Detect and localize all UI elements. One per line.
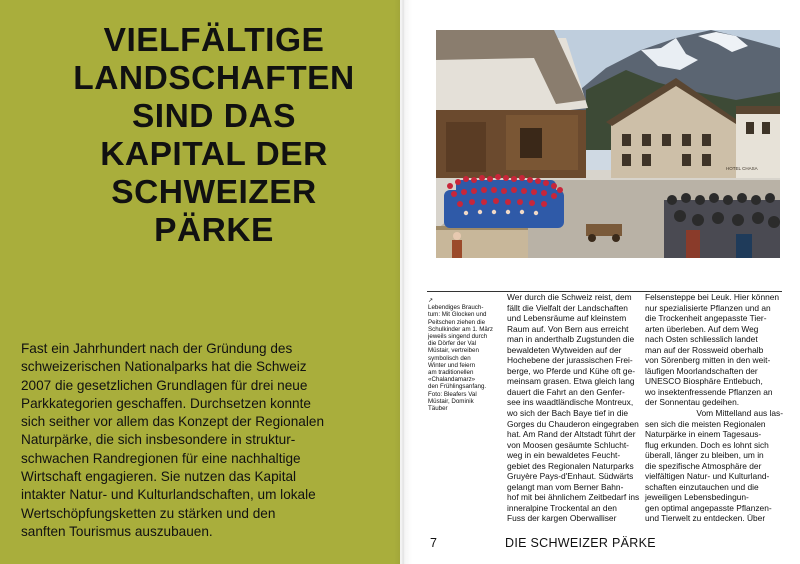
headline-line: SCHWEIZER — [111, 174, 317, 211]
caption-line: am traditionellen — [428, 369, 474, 377]
body-line: berge, wo Pferde und Kühe oft ge- — [507, 365, 636, 376]
intro-line: Parkkategorien geschaffen. Durchsetzen konnte — [21, 395, 311, 411]
intro-line: schweizerischen Nationalparks hat die Schweiz — [21, 359, 307, 375]
body-column-2 — [645, 292, 783, 524]
intro-paragraph — [21, 340, 393, 541]
body-line: gebiet des Regionalen Naturparks — [507, 460, 634, 471]
body-line: dauert die Fahrt an den Genfer- — [507, 386, 625, 397]
body-line: wo sich der Bach Baye tief in die — [507, 408, 629, 419]
caption-line: Müstair, Dominik — [428, 397, 474, 405]
body-line: Raum auf. Von Bern aus erreicht — [507, 323, 629, 334]
intro-line: Wertschöpfungsketten zu stärken und den — [21, 505, 276, 521]
hotel-sign: HOTEL CHASA — [726, 166, 758, 171]
body-line: Fuss der kargen Oberwalliser — [507, 513, 617, 524]
body-line: Vom Mittelland aus las- — [696, 408, 783, 419]
headline-line: KAPITAL DER — [100, 136, 328, 173]
running-head: DIE SCHWEIZER PÄRKE — [505, 536, 656, 550]
headline-line: VIELFÄLTIGE — [103, 22, 325, 59]
body-line: und Lebensräume auf kleinstem — [507, 313, 627, 324]
body-line: Naturpärke in einem Tagesaus- — [645, 429, 762, 440]
body-line: die Trockenheit angepasste Tier- — [645, 313, 767, 324]
intro-line: 2007 die gesetzlichen Grundlagen für drei neue — [21, 377, 308, 393]
arrow-up-right-icon: ↗ — [428, 297, 434, 304]
body-line: gelangt man vom Berner Bahn- — [507, 481, 624, 492]
page-number: 7 — [430, 536, 437, 550]
body-line: fällt die Vielfalt der Landschaften — [507, 302, 628, 313]
intro-line: intakter Natur- und Kulturlandschaften, um lokale — [21, 487, 316, 503]
page-gutter — [394, 0, 412, 564]
caption-line: symbolisch den — [428, 354, 471, 362]
intro-line: sich seither vor allem das Konzept der Regionalen — [21, 414, 325, 430]
body-line: flug erkunden. Doch es lohnt sich — [645, 439, 769, 450]
body-line: hat. Am Rand der Altstadt führt der — [507, 429, 636, 440]
caption-line: jeweils singend durch — [428, 333, 488, 341]
body-line: man in anderthalb Zugstunden die — [507, 334, 635, 345]
village-festival-photo — [436, 30, 780, 258]
body-line: gen optimal angepasste Pflanzen- — [645, 502, 772, 513]
body-line: weg in ein bewaldetes Feucht- — [507, 450, 621, 461]
headline-line: PÄRKE — [154, 212, 274, 249]
body-line: von Moosen gesäumte Schlucht- — [507, 439, 629, 450]
body-column-1 — [507, 292, 640, 524]
caption-text: Lebendiges Brauch- — [428, 304, 484, 312]
intro-line: Fast ein Jahrhundert nach der Gründung des — [21, 341, 293, 356]
headline-line: SIND DAS — [131, 98, 297, 135]
body-line: Wer durch die Schweiz reist, dem — [507, 292, 632, 302]
body-line: nur spezialisierte Pflanzen und an — [645, 302, 771, 313]
body-line: Gruyère Pays-d'Enhaut. Südwärts — [507, 471, 634, 482]
photo-illustration — [436, 30, 780, 258]
body-line: läufigen Moorlandschaften der — [645, 365, 758, 376]
body-line: schaften einzutauchen und die — [645, 481, 759, 492]
body-line: hof mit bei ähnlichem Zeitbedarf ins — [507, 492, 640, 503]
caption-line: tum: Mit Glocken und — [428, 311, 487, 319]
body-line: Hochebene der jurassischen Frei- — [507, 355, 633, 366]
body-line: inneralpine Trockental an den — [507, 502, 617, 513]
body-line: Felsensteppe bei Leuk. Hier können — [645, 292, 780, 302]
body-line: und Tierwelt zu entdecken. Über — [645, 513, 766, 524]
body-line: Gorges du Chauderon eingegraben — [507, 418, 639, 429]
body-line: jeweiligen Lebensbedingun- — [645, 492, 749, 503]
body-line: man auf der Rossweid oberhalb — [645, 344, 764, 355]
caption-line: Müstair, vertreiben — [428, 347, 479, 355]
body-line: vielfältigen Natur- und Kulturland- — [645, 471, 770, 482]
caption-line: Winter und feiern — [428, 361, 476, 369]
body-line: nach Osten schliesslich landet — [645, 334, 758, 345]
body-line: der Sonnentau gedeihen. — [645, 397, 740, 408]
body-line: bewaldeten Wytweiden auf der — [507, 344, 622, 355]
body-line: überall, länger zu bleiben, um in — [645, 450, 764, 461]
caption-line: «Chalandamarz» — [428, 376, 476, 384]
body-line: wo insektenfressende Pflanzen an — [645, 386, 773, 397]
body-line: arten überleben. Auf dem Weg — [645, 323, 759, 334]
intro-line: Wirtschaft engagieren. Sie nutzen das Kapital — [21, 469, 297, 485]
body-line: von Sörenberg mitten in den weit- — [645, 355, 771, 366]
body-line: UNESCO Biosphäre Entlebuch, — [645, 376, 763, 387]
photo-caption — [428, 297, 500, 412]
body-line: meinsam grasen. Etwa gleich lang — [507, 376, 635, 387]
intro-line: schwachen Randregionen für eine nachhaltige — [21, 450, 301, 466]
body-line: see ins waadtländische Montreux, — [507, 397, 634, 408]
caption-line: den Frühlingsanfang. — [428, 383, 487, 391]
caption-line: Schulkinder am 1. März — [428, 325, 493, 333]
body-line: sen sich die meisten Regionalen — [645, 418, 766, 429]
intro-line: sanften Tourismus auszubauen. — [21, 523, 213, 539]
caption-line — [428, 297, 500, 311]
intro-line: Naturpärke, die sich insbesondere in struktur- — [21, 432, 296, 448]
headline-line: LANDSCHAFTEN — [73, 60, 355, 97]
caption-line: Peitschen ziehen die — [428, 318, 486, 326]
headline — [44, 22, 384, 250]
body-line: die spezifische Atmosphäre der — [645, 460, 762, 471]
caption-line: Täuber — [428, 405, 448, 413]
caption-line: Foto: Bleafers Val — [428, 390, 477, 398]
caption-line: die Dörfer der Val — [428, 340, 477, 348]
